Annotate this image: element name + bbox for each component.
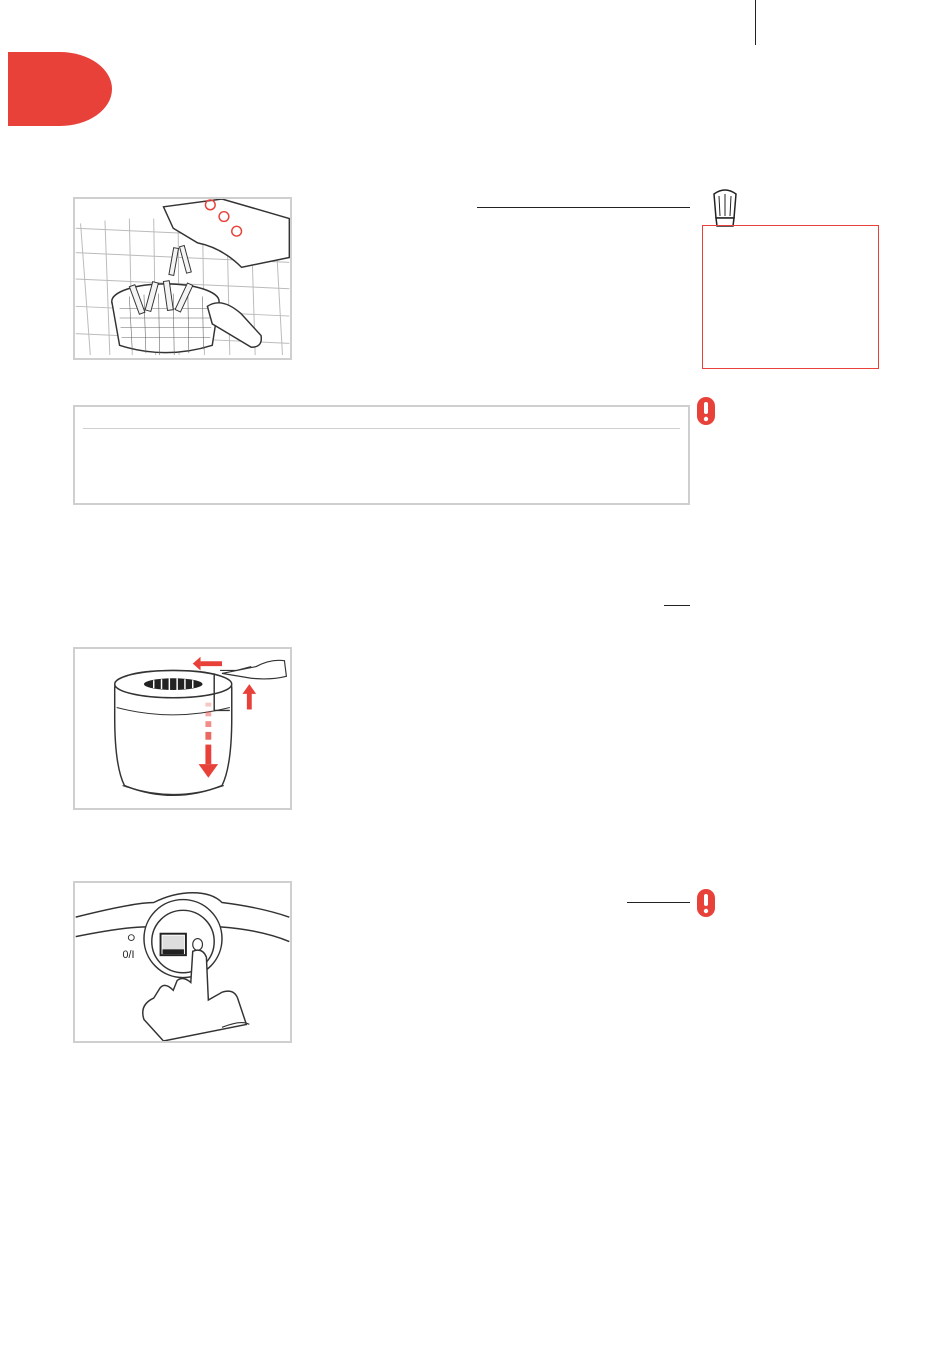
power-switch-illustration [73, 881, 292, 1043]
exclamation-icon [695, 396, 717, 426]
exclamation-icon [695, 888, 717, 918]
text-underline [664, 605, 690, 606]
basket-with-frozen-fries-illustration [73, 197, 292, 360]
svg-text:0/I: 0/I [122, 949, 135, 962]
chef-hat-icon [708, 188, 742, 228]
crop-mark [755, 0, 756, 45]
warning-box [73, 405, 690, 505]
tip-box [702, 225, 879, 369]
section-tab-marker [8, 52, 112, 126]
heading-underline [477, 207, 690, 208]
text-underline [627, 902, 690, 903]
fryer-lid-and-basket-handle-illustration [73, 647, 292, 810]
warning-box-divider [83, 428, 680, 429]
